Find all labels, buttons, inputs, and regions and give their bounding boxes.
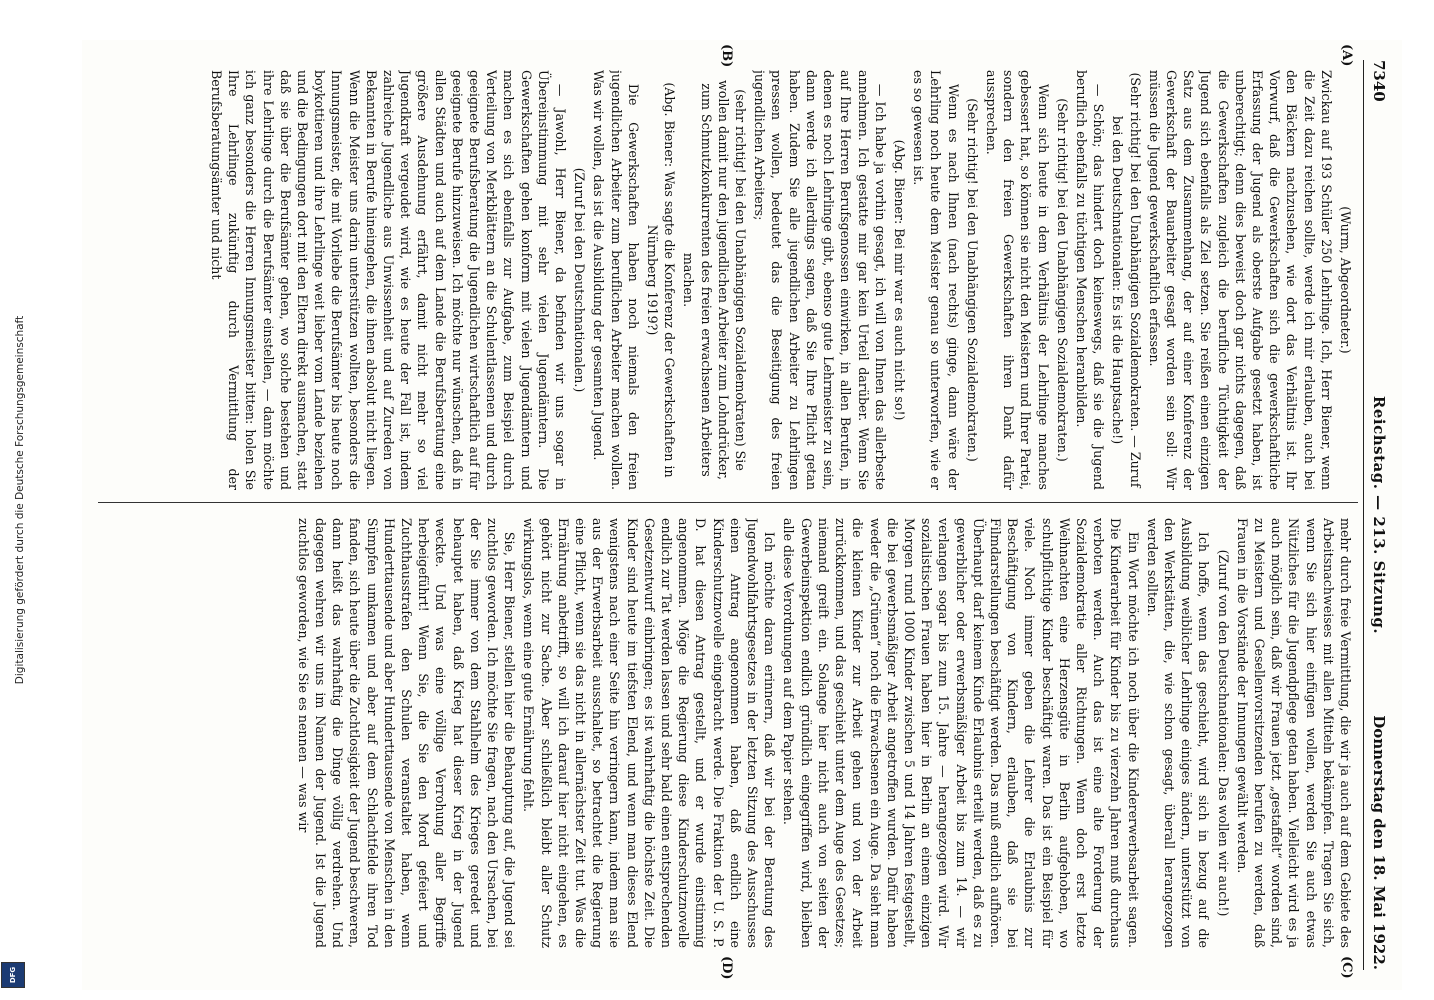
paragraph: mehr durch freie Vermittlung, die wir ja auch auf dem Gebiete des Arbeitsnachweises mit allen Mitteln bekämpfen. Tragen Sie sich, wenn Sie sich hier einfügen wollen, werden Sie auch etwas Nützliches für die Jugendpflege getan haben. Vielleicht wird es ja auch möglich sein, daß wir Frauen jetzt „gestaffelt“ worden sind, zu Meistern und Gesellenvorsitzenden berufen zu werden, daß Frauen in die Vorstände der Innungen gewählt werden.	[1234, 518, 1353, 948]
interjection: (Sehr richtig! bei den Unabhängigen Sozialdemokraten. — Zuruf bei den Deutschnationalen: Es ist die Hauptsache!)	[1110, 72, 1143, 488]
dfg-logo: DFG	[1, 962, 25, 988]
paragraph: Wenn sich heute in dem Verhältnis der Lehrlinge manches gebessert hat, so können sie nicht den Meistern und Ihrer Partei, sondern den freien Gewerkschaften ihren Dank dafür aussprechen.	[983, 70, 1051, 490]
margin-marker-d: (D)	[719, 956, 734, 980]
margin-marker-c: (C)	[1339, 956, 1354, 979]
left-column	[104, 70, 1354, 490]
margin-marker-a: (A)	[1339, 44, 1354, 67]
interjection: (Sehr richtig! bei den Unabhängigen Sozialdemokraten.)	[964, 98, 980, 462]
interjection: (Zuruf von den Deutschnationalen: Das wollen wir auch!)	[1215, 549, 1231, 917]
paragraph: Zwickau auf 193 Schüler 250 Lehrlinge. Ich, Herr Biener, wenn die Zeit dazu reichen sollte, werde ich mir erlauben, auch bei den Bäckern nachzusehen, wie dort das Verhältnis ist. Ihr Vorwurf, daß die Gewerkschaften sich die gewerkschaftliche Erfassung der Jugend als oberste Aufgabe gesetzt haben, ist unberechtigt; denn dies beweist doch gar nichts dagegen, daß die Gewerkschaften zugleich die berufliche Tüchtigkeit der Jugend sich ebenfalls als Ziel setzen. Sie reißen einen einzigen Satz aus dem Zusammenhang, der auf einer Konferenz der Gewerkschaft der Bauarbeiter gesagt worden sein soll: Wir müssen die Jugend gewerkschaftlich erfassen.	[1146, 70, 1334, 490]
page-title: Reichstag. — 213. Sitzung.	[1370, 395, 1388, 635]
interjection: (sehr richtig! bei den Unabhängigen Sozialdemokraten) Sie wollen damit nur den jugendlichen Arbeiter zum Lohndrücker, zum Schmutzkonkurrenten des freien erwachsenen Arbeiters machen.	[681, 80, 749, 480]
interjection: (Zuruf bei den Deutschnationalen.)	[572, 167, 588, 393]
paragraph: Sie, Herr Biener, stellen hier die Behauptung auf, die Jugend sei zuchtlos geworden. Ich möchte Sie fragen, nach den Ursachen, bei der Sie immer von dem Stahlhelm des Krieges geredet und behauptet haben, daß Krieg hat dieser Krieg in der Jugend weckte. Und was eine völlige Verrohung aller Begriffe herbeigeführt! Wenn Sie, die Sie den Mord gefeiert und Zuchthausstrafen den Schulen veranstaltet haben, wenn Hunderttausende und aber Hunderttausende von Menschen in den Sümpfen umkamen und aber auf dem Schlachtfelde ihren Tod fanden, sich heute über die Zuchtlosigkeit der Jugend beschweren, dann heißt das wahrhaftig die Dinge völlig verdrehen. Und dagegen wehren wir uns im Namen der Jugend. Ist die Jugend zuchtlos geworden, wie Sie es nennen — was wir	[295, 518, 518, 948]
digitization-note	[0, 0, 40, 1000]
paragraph: Ein Wort möchte ich noch über die Kindererwerbsarbeit sagen. Die Kinderarbeit für Kinder bis zu vierzehn Jahren muß durchaus verboten werden. Auch das ist eine alte Forderung der Sozialdemokratie aller Richtungen. Wenn doch erst letzte Weihnachten eine Herzensgüte in Berlin aufgehoben, wo schulpflichtige Kinder beschäftigt waren. Das ist ein Beispiel für viele. Noch immer geben die Lehrer die Erlaubnis zur Beschäftigung von Kindern, erlauben, daß sie bei Filmdarstellungen beschäftigt werden. Das muß endlich aufhören. Überhaupt darf keinem Kinde Erlaubnis erteilt werden, daß es zu gewerblicher oder erwerbsmäßiger Arbeit bis zum 14. — wir verlangen sogar bis zum 15. Jahre — herangezogen wird. Wir sozialistischen Frauen haben hier in Berlin an einem einzigen Morgen rund 1000 Kinder zwischen 5 und 14 Jahren festgestellt, die bei gewerbsmäßiger Arbeit angetroffen wurden. Dafür haben weder die „Grünen“ noch die Erwachsenen ein Auge. Da sieht man die kleinen Kinder zur Arbeit gehen und von der Arbeit zurückkommen, und das geschieht unter dem Auge des Gesetzes; niemand greift ein. Solange hier nicht auch von seiten der Gewerbeinspektion endlich gründlich eingegriffen wird, bleiben alle diese Verordnungen auf dem Papier stehen.	[781, 518, 1141, 948]
scanned-page-area	[82, 40, 1402, 990]
page-number: 7340	[1370, 60, 1388, 102]
digitization-note-text: Digitalisierung gefördert durch die Deutsche Forschungsgemeinschaft	[14, 315, 26, 685]
interjection: (Sehr richtig! bei den Unabhängigen Sozialdemokraten.)	[1054, 98, 1070, 462]
paragraph: Ich hoffe, wenn das geschieht, wird sich in bezug auf die Ausbildung weiblicher Lehrlinge einiges ändern, unterstützt von den Werkstätten, die, wie schon gesagt, überall herangezogen werden sollten.	[1144, 518, 1212, 948]
paragraph: — Ich habe ja vorhin gesagt, ich will von Ihnen das allerbeste annehmen. Ich gestatte mir gar kein Urteil darüber. Wenn Sie auf Ihre Herren Berufsgenossen einwirken, in allen Berufen, in denen es noch Lehrlinge gibt, ebenso gute Lehrmeister zu sein, dann werde ich allerdings sagen, daß Sie Ihre Pflicht getan haben. Zudem Sie alle jugendlichen Arbeiter zu Lehrlingen pressen wollen, bedeutet das die Beseitigung des freien jugendlichen Arbeiters;	[752, 70, 888, 490]
paragraph: Wenn es nach Ihnen (nach rechts) ginge, dann wäre der Lehrling noch heute dem Meister genau so unterworfen, wie er es so gewesen ist.	[911, 70, 961, 490]
paragraph: Ich möchte daran erinnern, daß wir bei der Beratung des Jugendwohlfahrtsgesetzes in der letzten Sitzung des Ausschusses einen Antrag angenommen haben, daß endlich eine Kinderschutznovelle eingebracht werde. Die Fraktion der U. S. P. D. hat diesen Antrag gestellt, und er wurde einstimmig angenommen. Möge die Regierung diese Kinderschutznovelle endlich zur Tat werden lassen und sehr bald einen entsprechenden Gesetzentwurf einbringen; es ist wahrhaftig die höchste Zeit. Die Kinder sind heute im tiefsten Elend, und wenn man dieses Elend wenigstens nach einer Seite hin verringern kann, indem man sie aus der Erwerbsarbeit ausschaltet, so betrachtet die Regierung eine Pflicht, wenn sie das nicht in allernächster Zeit tut. Was die Ernährung anbetrifft, so will ich darauf hier nicht eingehen, es gehört nicht zur Sache. Aber schließlich bleibt aller Schutz wirkungslos, wenn eine gute Ernährung fehlt.	[521, 518, 778, 948]
interjection: (Abg. Biener: Was sagte die Konferenz der Gewerkschaften in Nürnberg 1919?)	[645, 82, 678, 478]
paragraph: Die Gewerkschaften haben noch niemals den freien jugendlichen Arbeiter zum beruflichen Arbeiter machen wollen. Was wir wollen, das ist die Ausbildung der gesamten Jugend.	[591, 70, 641, 490]
speaker-line: (Wurm, Abgeordneter.)	[1338, 206, 1353, 354]
session-date: Donnerstag den 18. Mai 1922.	[1370, 715, 1388, 970]
paragraph: — Schön; das hindert doch keineswegs, daß sie die Jugend beruflich ebenfalls zu tüchtigen Menschen heranbilden.	[1073, 70, 1107, 490]
document-page	[82, 40, 1402, 990]
interjection: (Abg. Biener: Bei mir war es auch nicht so!)	[891, 139, 907, 421]
right-column	[104, 518, 1354, 948]
paragraph: — Jawohl, Herr Biener, da befinden wir uns sogar in Übereinstimmung mit sehr vielen Jugendämtern. Die Gewerkschaften gehen konform mit vielen Jugendämtern und machen es sich ebenfalls zur Aufgabe, zum Beispiel durch Verteilung von Merkblättern an die Schulentlassenen und durch geeignete Berufsberatung die Jugendlichen wirtschaftlich auf für geeignete Berufe hinzuweisen. Ich möchte nur wünschen, daß in allen Städten und auch auf dem Lande die Berufsberatung eine größere Ausdehnung erfährt, damit nicht mehr so viel Jugendkraft vergeudet wird, wie es heute der Fall ist, indem zahlreiche Jugendliche aus Unwissenheit und auf Zureden von Bekannten in Berufe hineingehen, die ihnen absolut nicht liegen. Wenn die Meister uns darin unterstützen wollten, besonders die Innungsmeister, die mit Vorliebe die Berufsämter bis heute noch boykottieren und ihre Lehrlinge weit lieber vom Lande beziehen und die Bedingungen dort mit den Eltern direkt ausmachen, statt daß sie über die Berufsämter gehen, wo solche bestehen und ihre Lehrlinge durch die Berufsämter einstellen, — dann möchte ich ganz besonders die Herren Innungsmeister bitten: holen Sie Ihre Lehrlinge zukünftig durch Vermittlung der Berufsberatungsämter und nicht	[209, 70, 569, 490]
page-header	[1363, 60, 1390, 970]
column-divider	[98, 502, 1358, 503]
margin-marker-b: (B)	[719, 44, 734, 68]
